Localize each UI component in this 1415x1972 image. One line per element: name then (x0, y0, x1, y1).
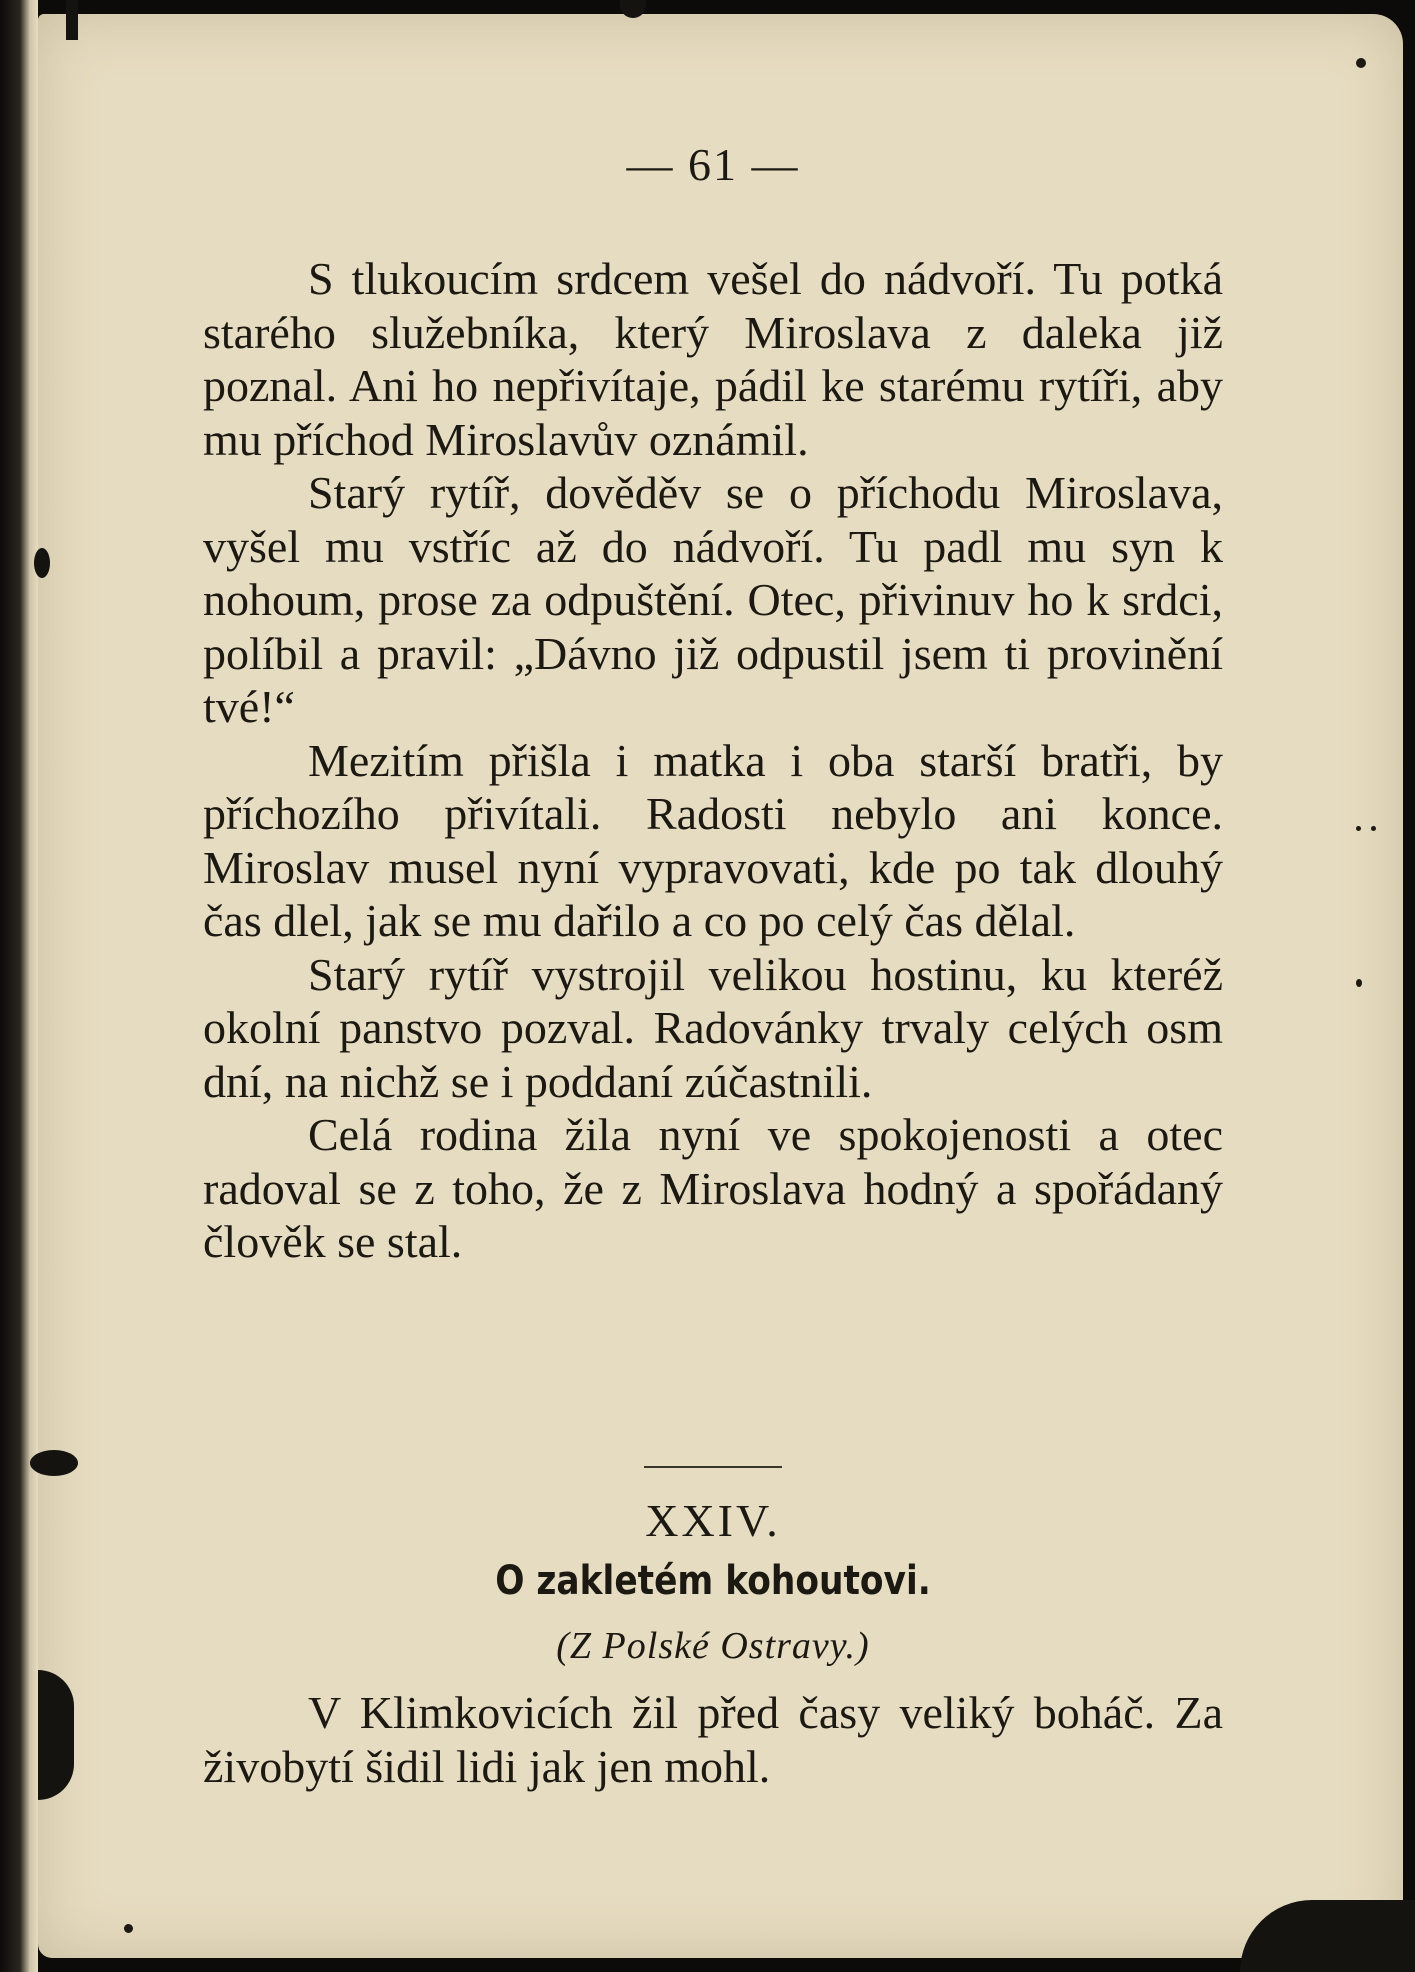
paragraph: V Klimkovicích žil před časy veliký boháč. Za živobytí šidil lidi jak jen mohl. (203, 1687, 1223, 1792)
book-spine-edge (0, 0, 38, 1972)
ink-speck (1356, 58, 1366, 68)
chapter-number: XXIV. (645, 1495, 781, 1546)
section-divider (644, 1466, 782, 1468)
paragraph: Mezitím přišla i matka i oba starší bratři, by příchozího přivítali. Radosti nebylo ani konce. Miroslav musel nyní vypravovati, kde po tak dlouhý čas dlel, jak se mu dařilo a co po celý čas dělal. (203, 734, 1223, 946)
binding-mark (30, 1450, 78, 1476)
paragraph: S tlukoucím srdcem vešel do nádvoří. Tu potká starého služebníka, který Miroslava z daleka již poznal. Ani ho nepřivítaje, pádil ke starému rytíři, aby mu příchod Miroslavův oznámil. (203, 253, 1223, 465)
paragraph: Starý rytíř, dověděv se o příchodu Miroslava, vyšel mu vstříc až do nádvoří. Tu padl mu syn k nohoum, prose za odpuštění. Otec, přivinuv ho k srdci, políbil a pravil: „Dávno již odpustil jsem ti provinění tvé!“ (203, 467, 1223, 732)
body-text (203, 252, 1223, 1269)
page-number: — 61 — (626, 139, 800, 190)
chapter-body (203, 1686, 1223, 1793)
ink-speck (124, 1924, 133, 1933)
paragraph: Celá rodina žila nyní ve spokojenosti a otec radoval se z toho, že z Miroslava hodný a spořádaný člověk se stal. (203, 1109, 1223, 1267)
paragraph: Starý rytíř vystrojil velikou hostinu, ku kteréž okolní panstvo pozval. Radovánky trvaly celých osm dní, na nichž se i poddaní zúčastnili. (203, 948, 1223, 1107)
binding-mark (34, 548, 50, 578)
ink-speck (1356, 979, 1362, 987)
chapter-title: O zakletém kohoutovi. (495, 1558, 931, 1604)
binding-mark (66, 0, 78, 40)
chapter-source: (Z Polské Ostravy.) (556, 1625, 870, 1667)
binding-mark (38, 1670, 74, 1800)
paper-page (38, 14, 1403, 1958)
ink-speck (1371, 826, 1376, 831)
ink-speck (1356, 826, 1361, 831)
